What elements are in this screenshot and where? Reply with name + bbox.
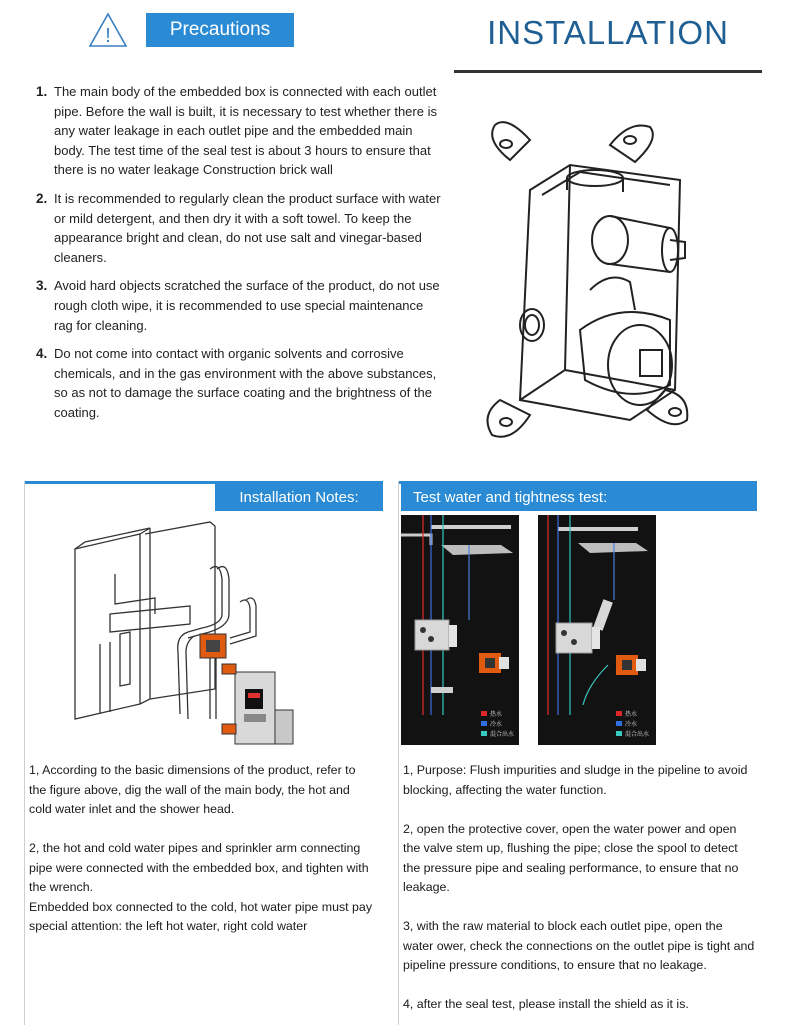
note-paragraph: 2, the hot and cold water pipes and sprinkler arm connecting pipe were connected with the embedded box, and tighten with the wrench. [29,841,369,894]
test-photo-tub [401,515,519,745]
precaution-item [36,344,441,422]
precaution-number: 3. [36,278,48,294]
precaution-number: 2. [36,190,48,206]
test-paragraph: 1, Purpose: Flush impurities and sludge in the pipeline to avoid blocking, affecting the water function. [403,763,748,797]
precaution-text: Do not come into contact with organic solvents and corrosive chemicals, and in the gas environment with the above substances, so as not to damage the surface coating and the brightness of the coating. [54,346,437,420]
legend-label: 混合出水 [490,731,515,738]
legend-label: 冷水 [625,721,638,728]
precaution-number: 4. [36,346,48,362]
wall-installation-illustration [70,514,370,749]
legend-swatch-cold [481,721,487,726]
test-paragraph: 3, with the raw material to block each outlet pipe, open the water ower, check the connections on the outlet pipe is tight and pipeline pressure conditions, to ensure that no leakage. [403,919,755,972]
shower-diagram [401,515,519,745]
legend-swatch-hot [481,711,487,716]
note-paragraph: Embedded box connected to the cold, hot water pipe must pay special attention: the left hot water, right cold water [29,899,373,933]
test-paragraph: 4, after the seal test, please install the shield as it is. [403,997,689,1011]
note-paragraph: 1, According to the basic dimensions of the product, refer to the figure above, dig the wall of the main body, the hot and cold water inlet and the shower head. [29,763,356,816]
legend-label: 热水 [490,711,503,718]
shower-diagram [538,515,656,745]
precaution-item [36,189,441,267]
precaution-item [36,276,441,335]
precautions-header: Precautions [146,13,294,47]
legend-label: 混合出水 [625,731,650,738]
legend-label: 冷水 [490,721,503,728]
legend-swatch-mixed [481,731,487,736]
legend-label: 热水 [625,711,638,718]
test-paragraph: 2, open the protective cover, open the water power and open the valve stem up, flushing the pipe; close the spool to detect the pressure pipe and sealing performance, to ensure that no leakage. [403,821,739,894]
precaution-text: The main body of the embedded box is connected with each outlet pipe. Before the wall is built, it is necessary to test whether there is any water leakage in each outlet pipe and the embedded main body. The test time of the seal test is about 3 hours to ensure that there is no water leakage Construction brick wall [54,84,437,178]
title-underline [454,70,762,73]
precaution-number: 1. [36,84,48,99]
precaution-text: It is recommended to regularly clean the product surface with water or mild detergent, and then dry it with a soft towel. To keep the appearance bright and clean, do not use salt and vinegar-based cleaners. [54,190,441,265]
installation-notes-tab: Installation Notes: [215,484,383,511]
precaution-text: Avoid hard objects scratched the surface of the product, do not use rough cloth wipe, it is recommended to use special maintenance rag for cleaning. [54,278,440,333]
test-photo-handheld [538,515,656,745]
installation-title: INSTALLATION [487,14,729,51]
test-text [403,761,755,1034]
svg-text:!: ! [105,25,111,47]
warning-icon [88,12,128,48]
embedded-box-illustration [470,100,770,450]
precaution-item [36,82,441,180]
test-tab: Test water and tightness test: [401,484,757,511]
installation-notes-text [29,761,374,956]
precautions-list [36,82,441,432]
